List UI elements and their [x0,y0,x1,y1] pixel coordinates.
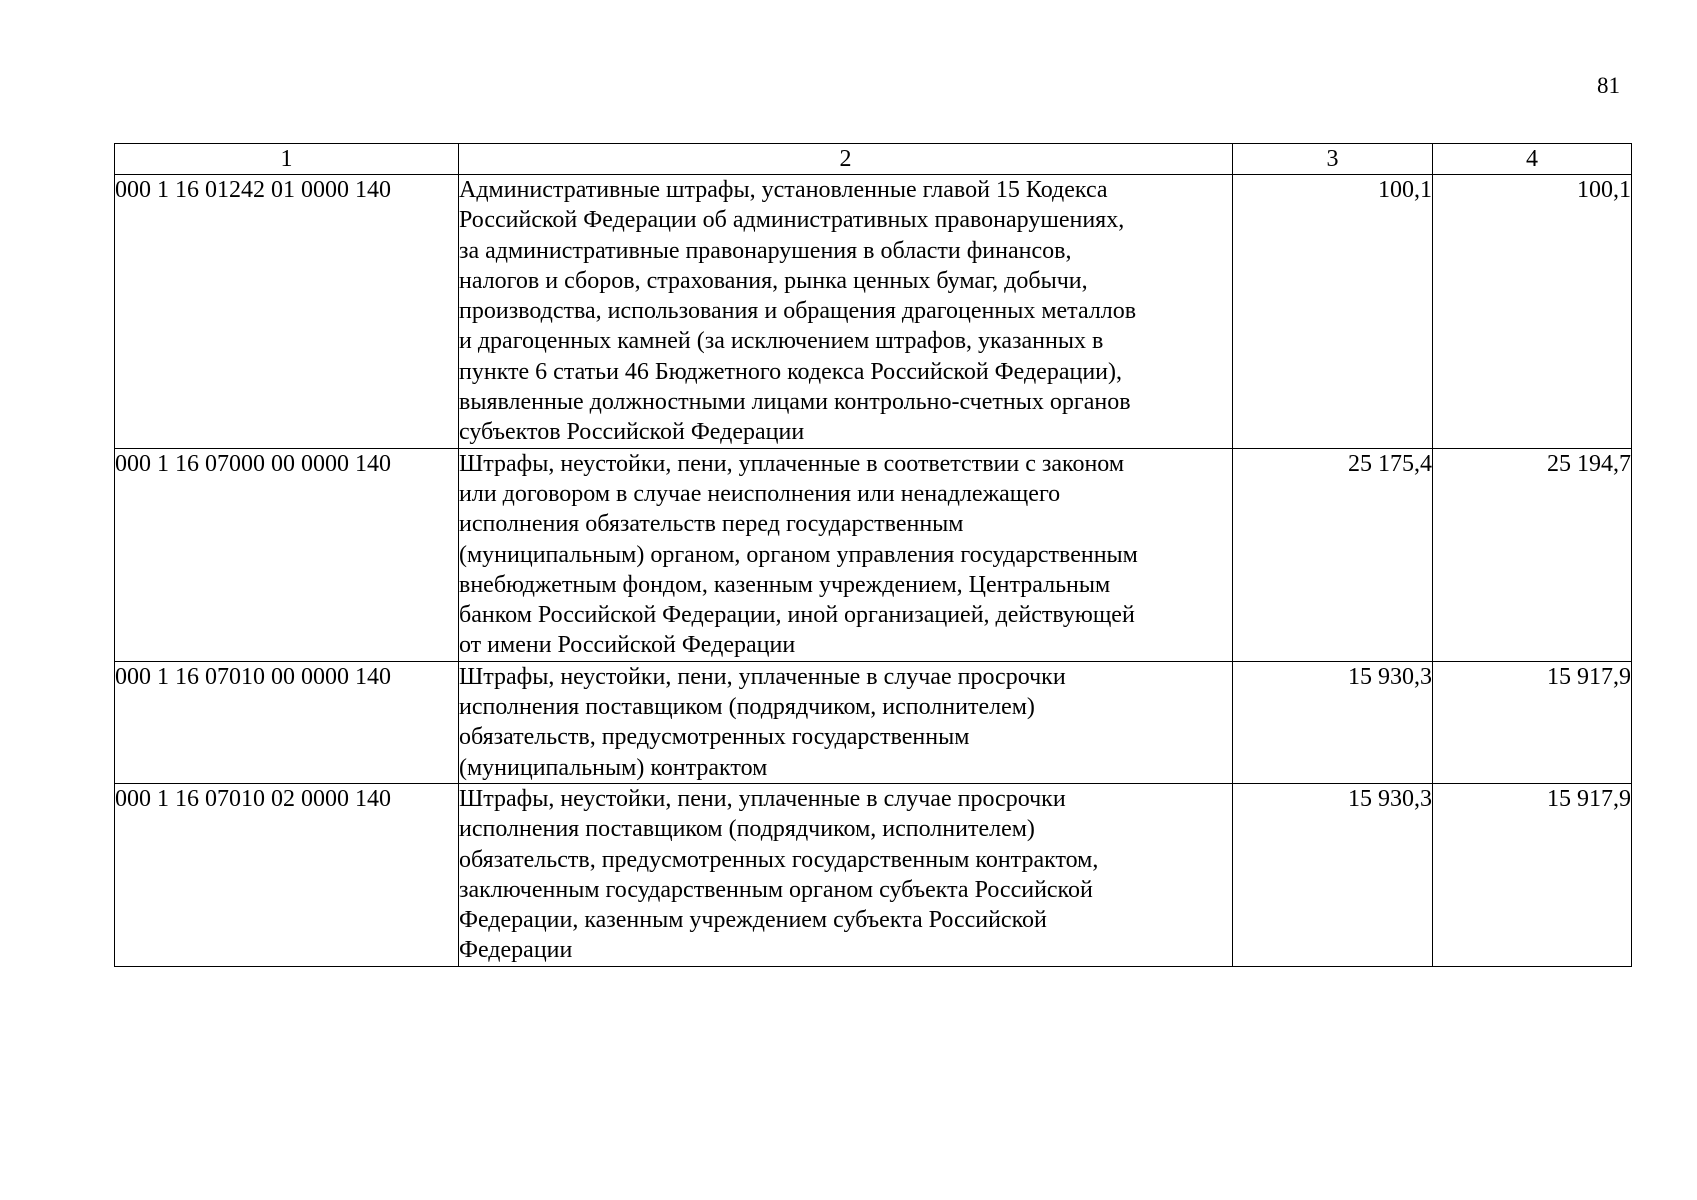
value-col4: 100,1 [1433,175,1632,449]
row-description [459,175,1233,449]
description-line: производства, использования и обращения драгоценных металлов [459,298,1137,325]
description-line: внебюджетным фондом, казенным учреждением, Центральным [459,571,1111,598]
table-row [115,448,1632,661]
description-line: (муниципальным) контрактом [459,754,768,781]
column-header-1: 1 [115,144,459,175]
description-line: заключенным государственным органом субъекта Российской [459,876,1093,903]
budget-code: 000 1 16 01242 01 0000 140 [115,175,459,449]
budget-code: 000 1 16 07010 00 0000 140 [115,661,459,783]
description-line: Федерации [459,937,573,964]
table-row [115,661,1632,783]
budget-code: 000 1 16 07000 00 0000 140 [115,448,459,661]
description-line: исполнения обязательств перед государственным [459,511,964,538]
value-col4: 15 917,9 [1433,783,1632,966]
column-header-4: 4 [1433,144,1632,175]
value-col3: 100,1 [1233,175,1433,449]
description-line: (муниципальным) органом, органом управления государственным [459,541,1138,568]
value-col4: 25 194,7 [1433,448,1632,661]
row-description [459,783,1233,966]
description-line: исполнения поставщиком (подрядчиком, исполнителем) [459,694,1035,721]
value-col3: 15 930,3 [1233,783,1433,966]
budget-table [114,143,1632,967]
description-line: Штрафы, неустойки, пени, уплаченные в случае просрочки [459,785,1066,812]
description-line: Штрафы, неустойки, пени, уплаченные в соответствии с законом [459,450,1125,477]
table-row [115,175,1632,449]
column-header-3: 3 [1233,144,1433,175]
row-description [459,448,1233,661]
description-line: налогов и сборов, страхования, рынка ценных бумаг, добычи, [459,267,1088,294]
description-line: исполнения поставщиком (подрядчиком, исполнителем) [459,816,1035,843]
description-line: Административные штрафы, установленные главой 15 Кодекса [459,177,1108,203]
description-line: за административные правонарушения в области финансов, [459,237,1072,264]
page-number: 81 [1597,73,1620,98]
description-line: Федерации, казенным учреждением субъекта Российской [459,907,1047,934]
description-line: банком Российской Федерации, иной организацией, действующей [459,602,1135,629]
description-line: Штрафы, неустойки, пени, уплаченные в случае просрочки [459,663,1066,690]
table-header-row [115,144,1632,175]
description-line: и драгоценных камней (за исключением штрафов, указанных в [459,328,1104,355]
description-line: от имени Российской Федерации [459,632,796,659]
description-line: обязательств, предусмотренных государственным [459,724,970,751]
description-line: пункте 6 статьи 46 Бюджетного кодекса Российской Федерации), [459,358,1122,385]
column-header-2: 2 [459,144,1233,175]
value-col4: 15 917,9 [1433,661,1632,783]
description-line: Российской Федерации об административных правонарушениях, [459,207,1125,234]
row-description [459,661,1233,783]
value-col3: 15 930,3 [1233,661,1433,783]
description-line: или договором в случае неисполнения или ненадлежащего [459,480,1061,507]
description-line: выявленные должностными лицами контрольно-счетных органов [459,389,1131,416]
table-row [115,783,1632,966]
description-line: субъектов Российской Федерации [459,419,805,446]
description-line: обязательств, предусмотренных государственным контрактом, [459,846,1099,873]
value-col3: 25 175,4 [1233,448,1433,661]
budget-code: 000 1 16 07010 02 0000 140 [115,783,459,966]
